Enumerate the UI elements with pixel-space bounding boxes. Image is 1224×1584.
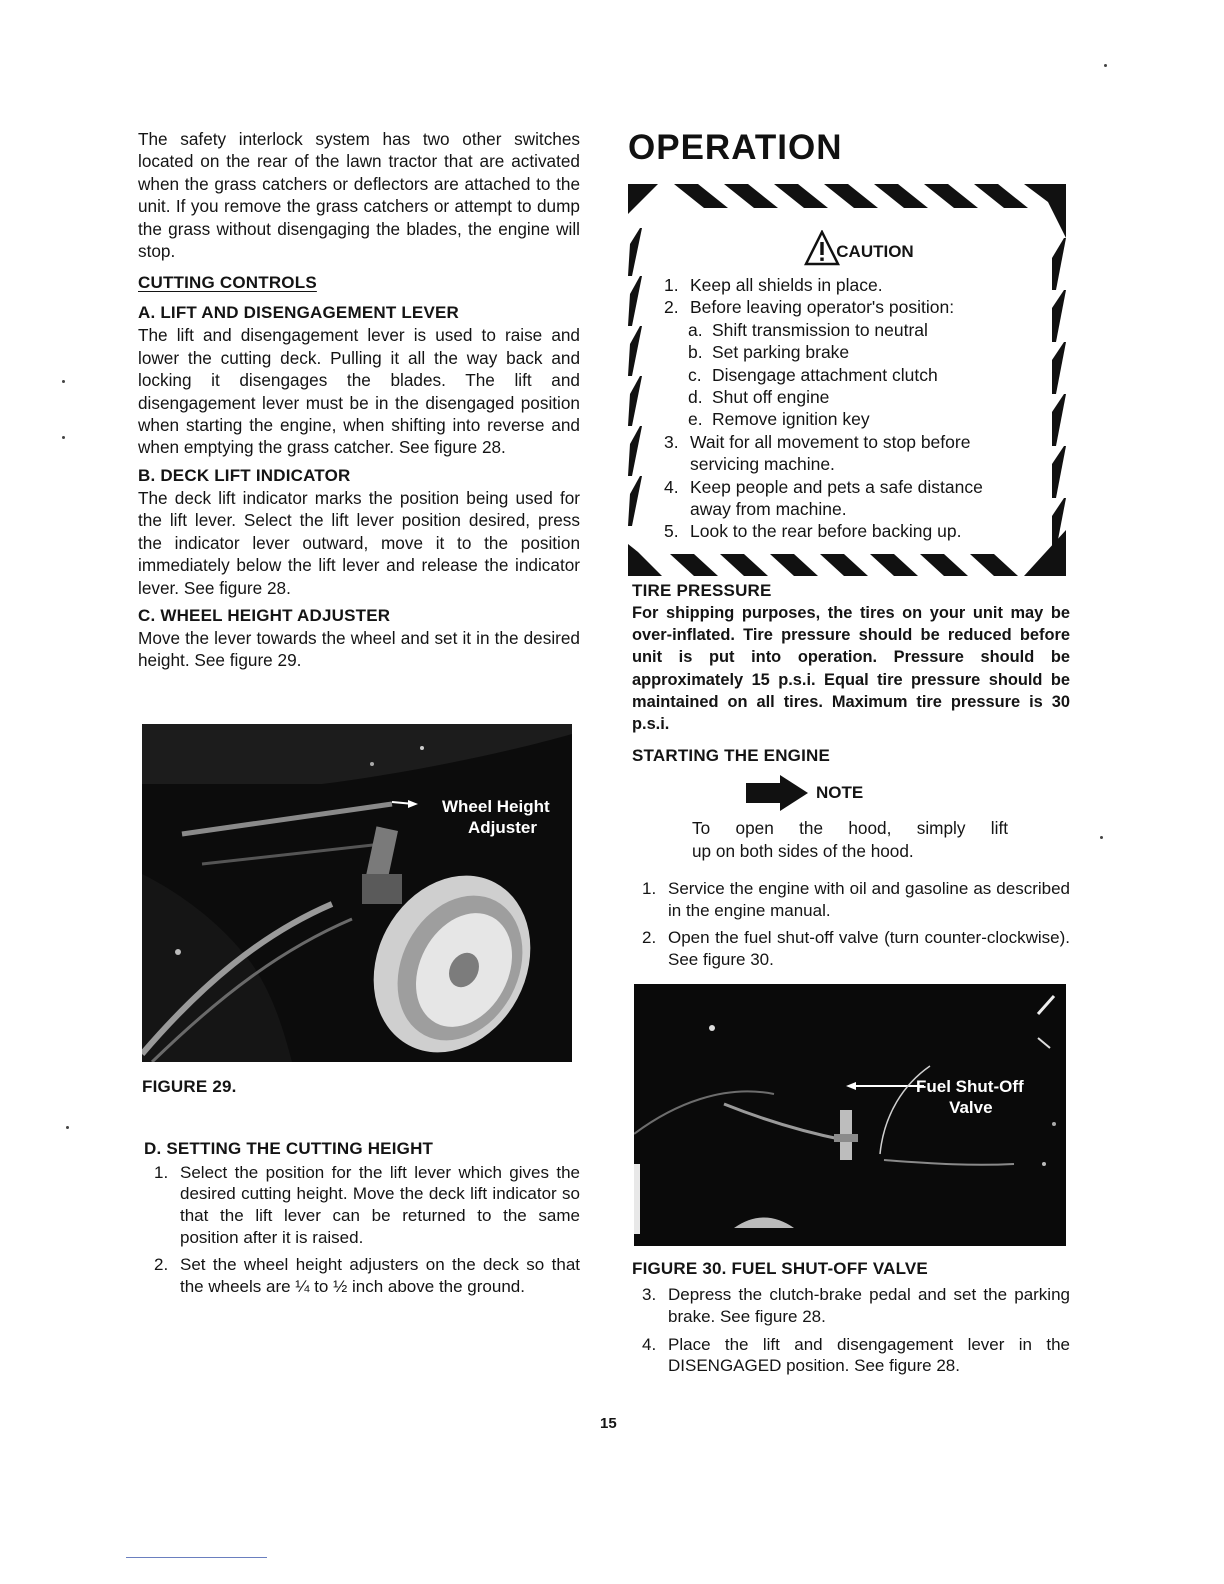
warning-triangle-icon xyxy=(804,230,840,266)
wheel-adjuster-heading: C. WHEEL HEIGHT ADJUSTER xyxy=(138,605,391,625)
caution-label: CAUTION xyxy=(836,242,914,261)
page-title: OPERATION xyxy=(628,128,843,167)
list-item: 1. Select the position for the lift lever which gives the desired cutting height. Move the deck lift indicator so that the lift lever can be returned to the same position after it is raised. xyxy=(154,1162,580,1247)
list-item: b. Set parking brake xyxy=(688,342,850,363)
scan-speck xyxy=(62,436,65,439)
figure-29-caption: FIGURE 29. xyxy=(142,1076,237,1096)
right-column xyxy=(628,128,1070,1377)
caution-box xyxy=(628,166,1066,576)
list-item: 3. Wait for all movement to stop before servicing machine. xyxy=(664,431,971,475)
callout-line-2: Adjuster xyxy=(468,817,537,837)
scan-speck xyxy=(1104,64,1107,67)
figure-29-photo xyxy=(142,724,572,1062)
deck-lift-heading: B. DECK LIFT INDICATOR xyxy=(138,465,351,485)
list-item: 1. Keep all shields in place. xyxy=(664,275,883,295)
callout-line-1: Wheel Height xyxy=(442,796,550,816)
note-label: NOTE xyxy=(816,783,864,803)
figure-30-callout xyxy=(916,1076,1024,1118)
arrow-right-icon xyxy=(746,775,810,811)
caution-list xyxy=(664,274,1024,543)
page-number: 15 xyxy=(600,1415,617,1432)
deck-lift-text: The deck lift indicator marks the position being used for the lift lever. Select the lift lever position desired, press the indicator lever outward, move it to the position immediately below the lift lever and release the indicator lever. See figure 28. xyxy=(138,487,580,598)
tire-pressure-text: For shipping purposes, the tires on your unit may be over-inflated. Tire pressure should be reduced before unit is put into operation. Pressure should be approximately 15 p.s.i. Equal tire pressure should be maintained on all tires. Maximum tire pressure is 30 p.s.i. xyxy=(632,604,1070,734)
list-item: c. Disengage attachment clutch xyxy=(688,364,938,385)
wheel-adjuster-text: Move the lever towards the wheel and set it in the desired height. See figure 29. xyxy=(138,627,580,671)
list-item: 2. Before leaving operator's position: xyxy=(664,297,955,318)
intro-paragraph: The safety interlock system has two other switches located on the rear of the lawn tractor that are activated when the grass catchers or deflectors are attached to the unit. If you remove the grass catchers or attempt to dump the grass without disengaging the blades, the engine will stop. xyxy=(138,129,580,262)
list-item: e. Remove ignition key xyxy=(688,409,870,430)
list-item: a. Shift transmission to neutral xyxy=(688,319,928,340)
figure-29-callout xyxy=(442,796,550,838)
footer-rule xyxy=(126,1557,267,1558)
note-text: To open the hood, simply lift up on both sides of the hood. xyxy=(692,818,1008,861)
callout-line-2: Valve xyxy=(949,1098,993,1118)
lift-lever-text: The lift and disengagement lever is used to raise and lower the cutting deck. Pulling it all the way back and locking it disengages the blades. The lift and disengagement lever must be in the disengaged position when starting the engine, when shifting into reverse and when emptying the grass catcher. See figure 28. xyxy=(138,325,580,458)
cutting-controls-heading: CUTTING CONTROLS xyxy=(138,273,317,293)
caution-header xyxy=(694,218,1024,266)
starting-steps xyxy=(642,878,1070,970)
caution-content xyxy=(664,218,1024,543)
figure-30-caption: FIGURE 30. FUEL SHUT-OFF VALVE xyxy=(632,1259,928,1279)
callout-line-1: Fuel Shut-Off xyxy=(916,1077,1024,1097)
lift-lever-heading: A. LIFT AND DISENGAGEMENT LEVER xyxy=(138,303,460,323)
scan-speck xyxy=(1100,836,1103,839)
scan-speck xyxy=(66,1126,69,1129)
list-item: 1. Service the engine with oil and gasoline as described in the engine manual. xyxy=(642,879,1070,920)
final-steps xyxy=(642,1284,1070,1376)
tire-pressure-heading: TIRE PRESSURE xyxy=(632,581,772,600)
list-item: 3. Depress the clutch-brake pedal and set the parking brake. See figure 28. xyxy=(642,1285,1070,1326)
list-item: 2. Set the wheel height adjusters on the deck so that the wheels are ¼ to ½ inch above the ground. xyxy=(154,1255,580,1296)
figure-30-photo xyxy=(634,984,1066,1246)
cutting-height-heading: D. SETTING THE CUTTING HEIGHT xyxy=(144,1138,434,1158)
list-item: 4. Place the lift and disengagement lever in the DISENGAGED position. See figure 28. xyxy=(642,1334,1070,1376)
starting-engine-heading: STARTING THE ENGINE xyxy=(632,746,831,766)
cutting-height-steps xyxy=(154,1162,580,1298)
scan-speck xyxy=(62,380,65,383)
left-column xyxy=(138,128,580,1297)
list-item: 4. Keep people and pets a safe distance away from machine. xyxy=(664,476,983,520)
list-item: 5. Look to the rear before backing up. xyxy=(664,521,962,542)
figure-29-illustration xyxy=(142,724,572,1062)
list-item: 2. Open the fuel shut-off valve (turn counter-clockwise). See figure 30. xyxy=(642,928,1070,969)
note-header xyxy=(746,769,1070,817)
list-item: d. Shut off engine xyxy=(688,387,830,408)
